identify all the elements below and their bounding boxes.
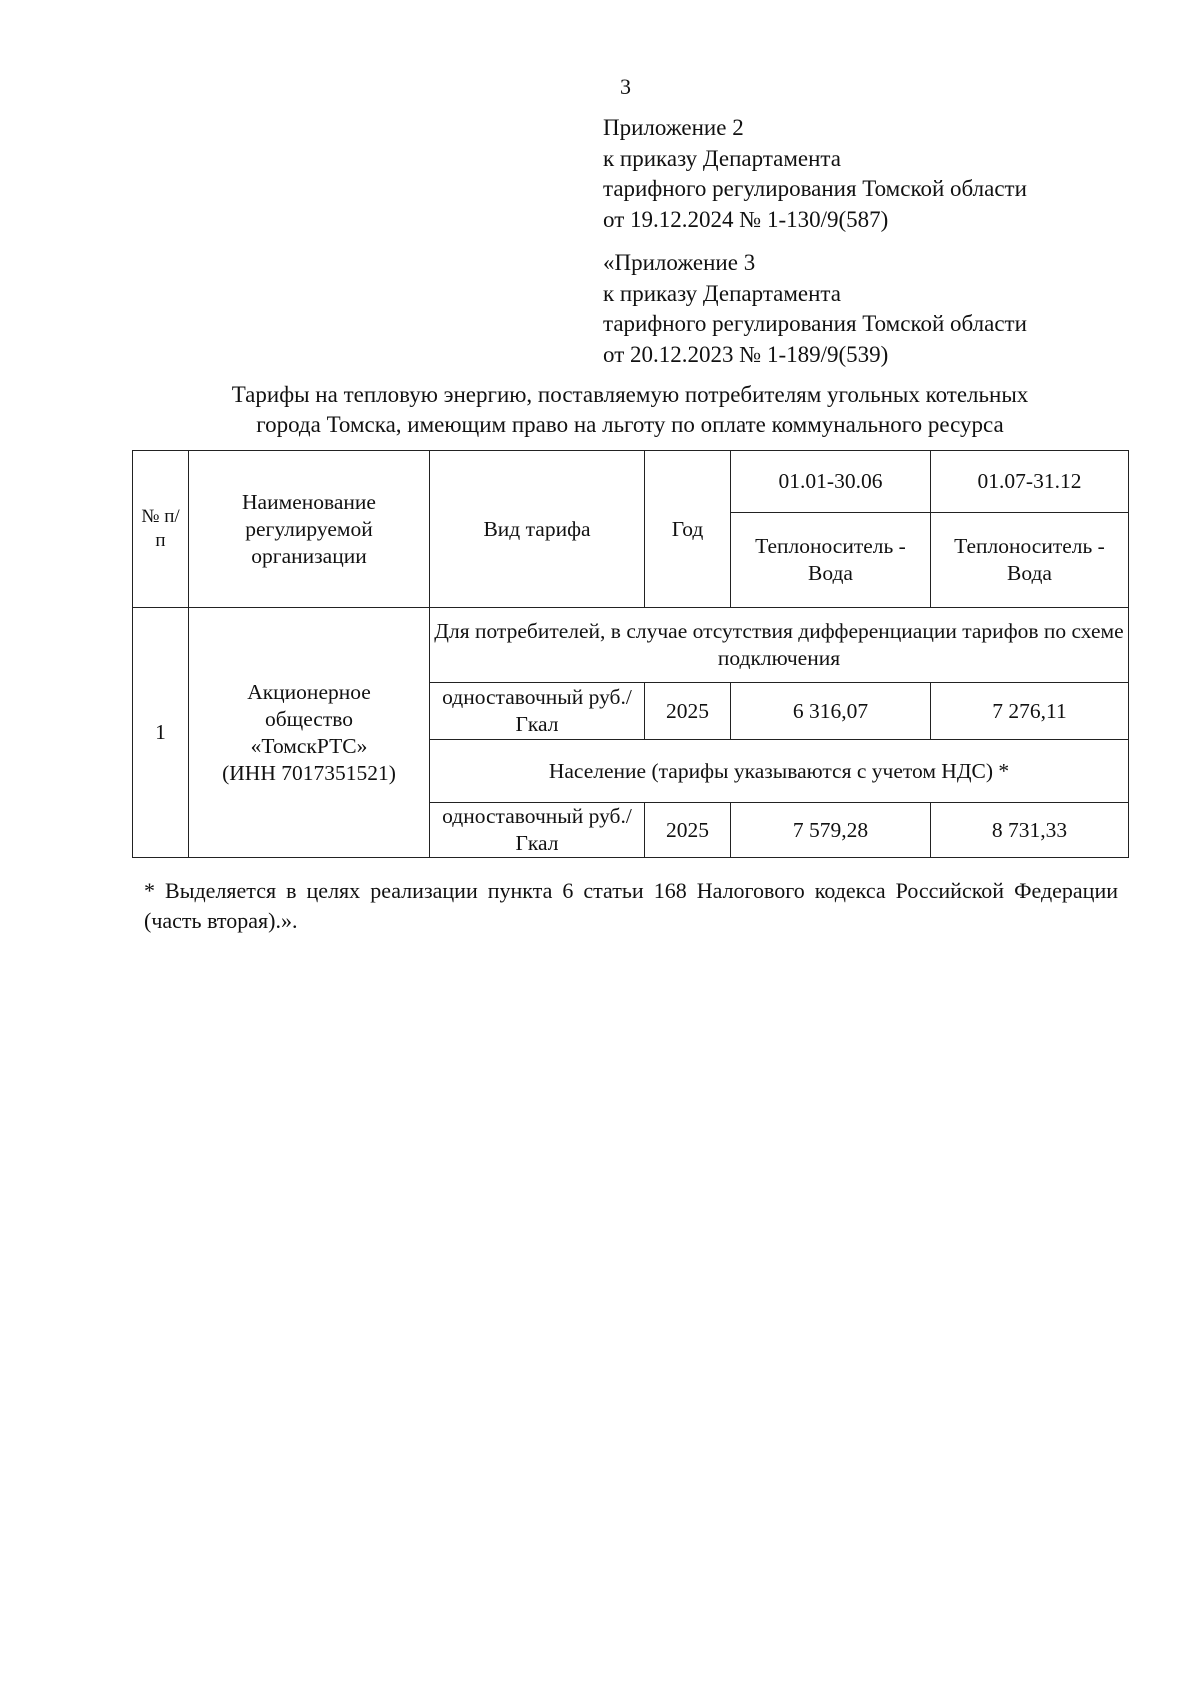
period-2-value: 7 276,11 xyxy=(931,683,1129,740)
header-period-2: 01.07-31.12 xyxy=(931,451,1129,513)
tariff-table xyxy=(132,450,1129,858)
organization-cell xyxy=(189,608,430,858)
header-period-1: 01.01-30.06 xyxy=(731,451,931,513)
row-number: 1 xyxy=(133,608,189,858)
document-title xyxy=(130,380,1130,440)
appendix-previous-line-2: к приказу Департамента xyxy=(603,280,841,306)
table-header-row xyxy=(133,451,1129,513)
document-title-line-2: города Томска, имеющим право на льготу по оплате коммунального ресурса xyxy=(256,412,1004,437)
header-tariff-kind: Вид тарифа xyxy=(430,451,645,608)
table-row xyxy=(133,608,1129,683)
period-2-value: 8 731,33 xyxy=(931,803,1129,858)
appendix-current-line-4: от 19.12.2024 № 1-130/9(587) xyxy=(603,206,889,232)
section-heading-population: Население (тарифы указываются с учетом НДС) * xyxy=(430,740,1129,803)
period-1-value: 6 316,07 xyxy=(731,683,931,740)
period-1-value: 7 579,28 xyxy=(731,803,931,858)
appendix-previous-line-1: «Приложение 3 xyxy=(603,250,756,275)
header-organization: Наименование регулируемой организации xyxy=(189,451,430,608)
organization-line-3: «ТомскРТС» xyxy=(250,733,368,758)
appendix-current-line-3: тарифного регулирования Томской области xyxy=(603,176,1027,201)
appendix-previous-header xyxy=(603,248,1027,370)
tariff-kind-cell: одноставочный руб./Гкал xyxy=(430,683,645,740)
year-cell: 2025 xyxy=(645,803,731,858)
year-cell: 2025 xyxy=(645,683,731,740)
appendix-current-line-1: Приложение 2 xyxy=(603,115,744,140)
section-heading-consumers: Для потребителей, в случае отсутствия дифференциации тарифов по схеме подключения xyxy=(430,608,1129,683)
organization-line-1: Акционерное xyxy=(247,679,371,704)
appendix-previous-line-4: от 20.12.2023 № 1-189/9(539) xyxy=(603,341,889,367)
header-year: Год xyxy=(645,451,731,608)
appendix-current-header xyxy=(603,113,1027,235)
tariff-kind-cell: одноставочный руб./Гкал xyxy=(430,803,645,858)
organization-line-2: общество xyxy=(264,706,353,731)
header-carrier-1: Теплоноситель - Вода xyxy=(731,513,931,608)
appendix-previous-line-3: тарифного регулирования Томской области xyxy=(603,311,1027,336)
document-title-line-1: Тарифы на тепловую энергию, поставляемую потребителям угольных котельных xyxy=(231,382,1029,407)
header-number: № п/п xyxy=(133,451,189,608)
footnote: * Выделяется в целях реализации пункта 6 статьи 168 Налогового кодекса Российской Федерации (часть вторая).». xyxy=(144,878,1118,933)
header-carrier-2: Теплоноситель - Вода xyxy=(931,513,1129,608)
appendix-current-line-2: к приказу Департамента xyxy=(603,145,841,171)
page-number: 3 xyxy=(620,74,631,99)
organization-line-4: (ИНН 7017351521) xyxy=(222,760,396,785)
